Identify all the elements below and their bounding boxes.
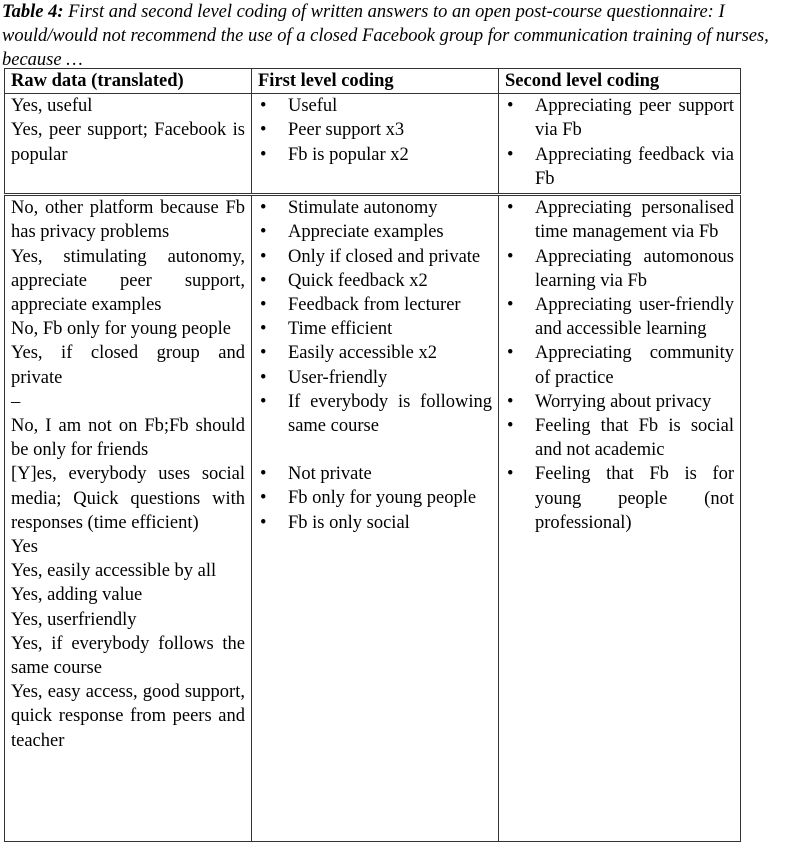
code-item: • Appreciating automonous learning via Fb xyxy=(505,245,734,293)
code-item: • Quick feedback x2 xyxy=(258,269,492,293)
raw-answer: Yes, easily accessible by all xyxy=(11,561,217,582)
header-raw-data: Raw data (translated) xyxy=(5,69,252,94)
raw-answer: Yes, stimulating autonomy, appreciate peer support, appreciate examples xyxy=(11,246,245,316)
code-item: • Peer support x3 xyxy=(258,118,492,142)
raw-answer: Yes, peer support; Facebook is popular xyxy=(11,120,245,165)
raw-answer: – xyxy=(11,391,21,412)
raw-answer: No, I am not on Fb;Fb should be only for friends xyxy=(11,416,245,461)
raw-answer: [Y]es, everybody uses social media; Quick questions with responses (time efficient) xyxy=(11,464,245,533)
code-item: • Appreciating community of practice xyxy=(505,341,734,389)
code-item: • Feedback from lecturer xyxy=(258,293,492,317)
caption-text: First and second level coding of written answers to an open post-course questionnaire: I would/would not recommend the use of a closed Facebook group for communication training of nurses, because … xyxy=(2,2,769,70)
second-level-cell xyxy=(499,195,741,842)
code-item: • Appreciating personalised time management via Fb xyxy=(505,196,734,244)
code-item: • Appreciating user-friendly and accessible learning xyxy=(505,293,734,341)
header-row xyxy=(5,69,741,94)
code-item: • Fb is only social xyxy=(258,511,492,535)
raw-answer: Yes, userfriendly xyxy=(11,609,137,630)
first-level-list xyxy=(258,94,492,167)
header-second-level: Second level coding xyxy=(499,69,741,94)
first-level-cell xyxy=(252,195,499,842)
raw-answer: No, Fb only for young people xyxy=(11,319,231,340)
code-item: • Feeling that Fb is social and not academic xyxy=(505,414,734,462)
raw-answer: No, other platform because Fb has privacy problems xyxy=(11,198,245,243)
code-item: • Only if closed and private xyxy=(258,245,492,269)
code-item: • Feeling that Fb is for young people (not professional) xyxy=(505,462,734,535)
raw-cell xyxy=(5,195,252,842)
code-item: • Fb is popular x2 xyxy=(258,143,492,167)
code-item: • Appreciating peer support via Fb xyxy=(505,94,734,142)
raw-answer: Yes, if everybody follows the same course xyxy=(11,633,245,679)
code-item: • Appreciate examples xyxy=(258,220,492,244)
first-level-list xyxy=(258,196,492,535)
raw-answer: Yes, useful xyxy=(11,96,93,117)
code-item: • Not private xyxy=(258,462,492,486)
raw-answer: Yes xyxy=(11,537,38,558)
code-item: • If everybody is following same course xyxy=(258,390,492,438)
code-item: • User-friendly xyxy=(258,366,492,390)
second-level-cell xyxy=(499,94,741,195)
coding-table xyxy=(4,68,741,842)
caption-label: Table 4: xyxy=(2,2,64,22)
code-item: • Useful xyxy=(258,94,492,118)
table-row xyxy=(5,195,741,842)
table-caption xyxy=(2,0,788,72)
code-item: • Worrying about privacy xyxy=(505,390,734,414)
code-item: • Fb only for young people xyxy=(258,486,492,510)
second-level-list xyxy=(505,94,734,191)
raw-answer: Yes, adding value xyxy=(11,585,143,606)
raw-answer: Yes, easy access, good support, quick response from peers and teacher xyxy=(11,682,245,751)
first-level-cell xyxy=(252,94,499,195)
code-item: • Time efficient xyxy=(258,317,492,341)
code-item: • Appreciating feedback via Fb xyxy=(505,143,734,191)
raw-cell xyxy=(5,94,252,195)
second-level-list xyxy=(505,196,734,535)
code-item: • Stimulate autonomy xyxy=(258,196,492,220)
table-row xyxy=(5,94,741,195)
raw-answer: Yes, if closed group and private xyxy=(11,343,245,388)
code-item: • Easily accessible x2 xyxy=(258,341,492,365)
header-first-level: First level coding xyxy=(252,69,499,94)
